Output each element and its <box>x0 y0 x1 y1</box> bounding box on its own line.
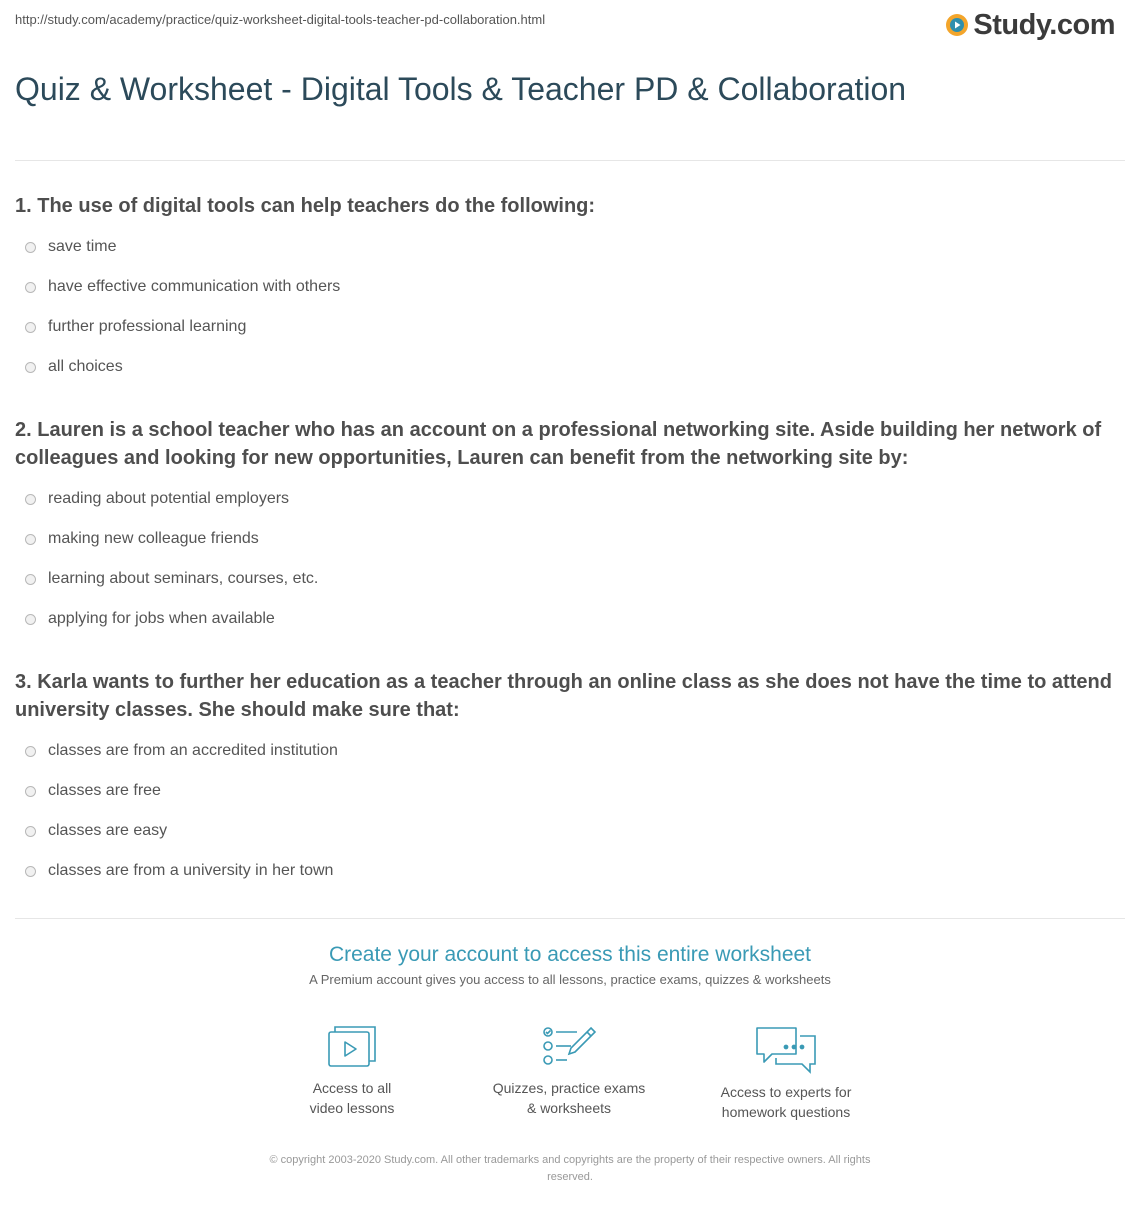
choice-label: have effective communication with others <box>48 278 341 295</box>
question-text: 2. Lauren is a school teacher who has an account on a professional networking site. Aside building her network of colleagues and looking for new opportunities, Lauren can benefit from the networking site by: <box>15 419 1102 469</box>
create-account-link[interactable]: Create your account to access this entire worksheet <box>328 943 812 966</box>
choice-item[interactable] <box>15 851 1125 891</box>
study-logo[interactable] <box>945 9 1115 41</box>
radio-button[interactable] <box>25 362 36 373</box>
question-text: 1. The use of digital tools can help teachers do the following: <box>15 195 596 217</box>
choice-label: learning about seminars, courses, etc. <box>48 570 319 587</box>
radio-button[interactable] <box>25 866 36 877</box>
choice-item[interactable] <box>15 731 1125 771</box>
choice-item[interactable] <box>15 227 1125 267</box>
radio-button[interactable] <box>25 534 36 545</box>
logo-text: Study.com <box>973 9 1115 41</box>
radio-button[interactable] <box>25 574 36 585</box>
radio-button[interactable] <box>25 826 36 837</box>
choice-item[interactable] <box>15 267 1125 307</box>
radio-button[interactable] <box>25 242 36 253</box>
feature-label: Quizzes, practice exams & worksheets <box>492 1080 646 1116</box>
choice-item[interactable] <box>15 347 1125 387</box>
choice-label: applying for jobs when available <box>48 610 275 627</box>
divider <box>15 160 1125 161</box>
play-circle-icon <box>945 13 969 37</box>
choice-list <box>15 479 1125 639</box>
choice-list <box>15 731 1125 891</box>
feature-experts <box>696 1024 876 1122</box>
page-title: Quiz & Worksheet - Digital Tools & Teacher PD & Collaboration <box>15 71 907 107</box>
choice-item[interactable] <box>15 599 1125 639</box>
choice-item[interactable] <box>15 307 1125 347</box>
choice-label: reading about potential employers <box>48 490 290 507</box>
choice-list <box>15 227 1125 387</box>
choice-label: making new colleague friends <box>48 530 259 547</box>
quiz-checklist-icon <box>541 1024 597 1070</box>
page-url: http://study.com/academy/practice/quiz-worksheet-digital-tools-teacher-pd-collaboration.html <box>15 12 546 27</box>
choice-item[interactable] <box>15 519 1125 559</box>
radio-button[interactable] <box>25 322 36 333</box>
radio-button[interactable] <box>25 786 36 797</box>
radio-button[interactable] <box>25 746 36 757</box>
choice-label: classes are easy <box>48 822 168 839</box>
choice-label: all choices <box>48 358 123 375</box>
choice-item[interactable] <box>15 479 1125 519</box>
choice-label: classes are from an accredited institution <box>48 742 338 759</box>
choice-item[interactable] <box>15 559 1125 599</box>
question-3 <box>15 668 1125 891</box>
choice-label: classes are from a university in her town <box>48 862 334 879</box>
promo-subheading: A Premium account gives you access to all lessons, practice exams, quizzes & worksheets <box>309 972 831 987</box>
premium-promo <box>15 940 1125 987</box>
chat-bubbles-icon <box>754 1024 818 1074</box>
video-lessons-icon <box>326 1024 378 1070</box>
divider <box>15 918 1125 919</box>
feature-label: Access to experts for homework questions <box>720 1084 852 1120</box>
radio-button[interactable] <box>25 614 36 625</box>
copyright-notice: © copyright 2003-2020 Study.com. All other trademarks and copyrights are the property of their respective owners. All rights reserved. <box>269 1154 871 1183</box>
feature-label: Access to all video lessons <box>309 1080 395 1116</box>
feature-list <box>282 1024 858 1124</box>
question-2 <box>15 416 1125 639</box>
choice-item[interactable] <box>15 771 1125 811</box>
feature-quizzes <box>479 1024 659 1118</box>
feature-video-lessons <box>262 1024 442 1118</box>
question-text: 3. Karla wants to further her education as a teacher through an online class as she does not have the time to attend university classes. She should make sure that: <box>15 671 1112 721</box>
choice-label: save time <box>48 238 117 255</box>
choice-label: further professional learning <box>48 318 247 335</box>
question-1 <box>15 192 1125 387</box>
radio-button[interactable] <box>25 282 36 293</box>
radio-button[interactable] <box>25 494 36 505</box>
choice-label: classes are free <box>48 782 161 799</box>
choice-item[interactable] <box>15 811 1125 851</box>
top-bar <box>15 9 1125 42</box>
